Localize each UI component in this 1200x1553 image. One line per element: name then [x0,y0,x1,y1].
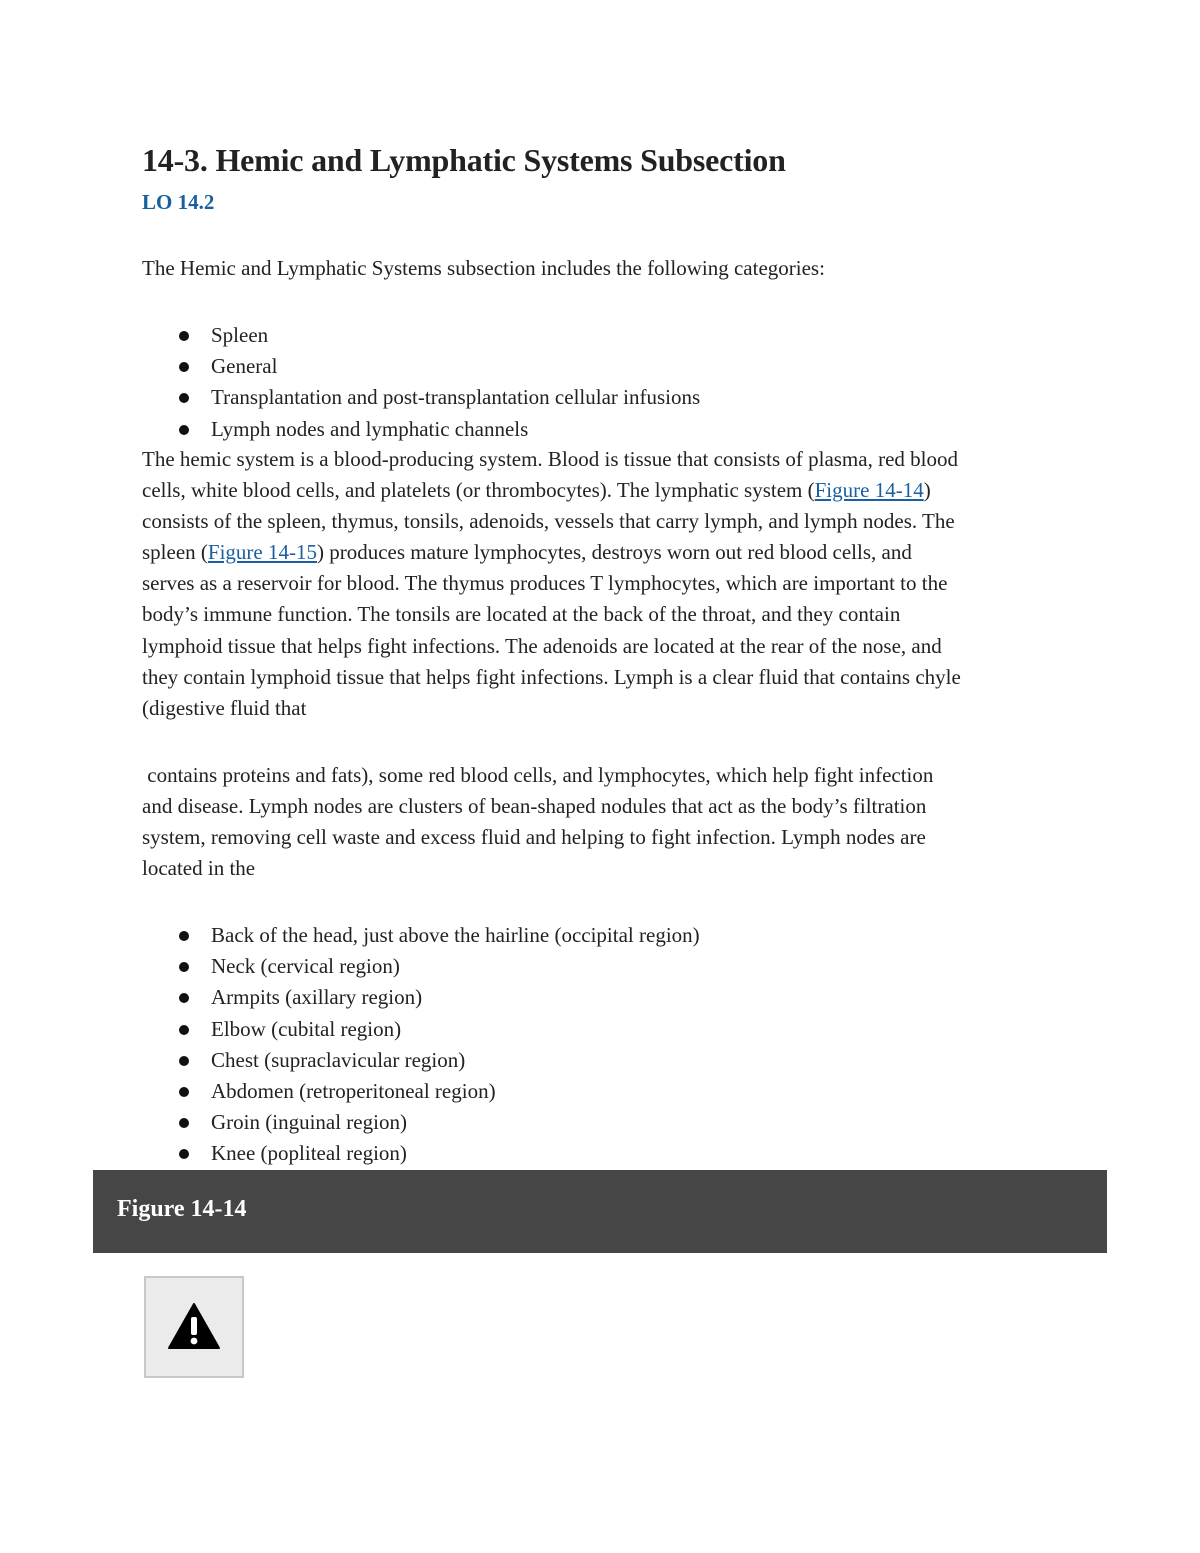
paragraph-line: body’s immune function. The tonsils are located at the back of the throat, and they contain [142,602,901,627]
list-item: Neck (cervical region) [0,951,700,982]
categories-list [0,320,700,445]
warning-icon [167,1302,221,1350]
lymph-nodes-paragraph [142,760,1072,884]
bullet-icon [179,331,189,341]
bullet-icon [179,425,189,435]
learning-objective: LO 14.2 [142,190,215,214]
list-item: Abdomen (retroperitoneal region) [0,1076,700,1107]
paragraph-line: they contain lymphoid tissue that helps fight infections. Lymph is a clear fluid that contains chyle [142,664,961,689]
bullet-icon [179,362,189,372]
paragraph-line: The hemic system is a blood-producing system. Blood is tissue that consists of plasma, red blood [142,447,958,471]
bullet-icon [179,1056,189,1066]
bullet-icon [179,1149,189,1159]
figure-14-15-link[interactable]: Figure 14-15 [207,540,317,565]
paragraph-line: located in the [142,856,256,881]
list-item: Groin (inguinal region) [0,1107,700,1138]
figure-14-14-link[interactable]: Figure 14-14 [814,478,924,503]
bullet-icon [179,1087,189,1097]
bullet-icon [179,962,189,972]
list-item: Back of the head, just above the hairline (occipital region) [0,920,700,951]
section-title: 14-3. Hemic and Lymphatic Systems Subsection [142,142,786,178]
paragraph-line: spleen (Figure 14-15) produces mature lymphocytes, destroys worn out red blood cells, and [142,540,912,565]
bullet-icon [179,393,189,403]
list-item: Elbow (cubital region) [0,1014,700,1045]
lymph-node-locations-list [0,920,700,1170]
paragraph-line: consists of the spleen, thymus, tonsils, adenoids, vessels that carry lymph, and lymph nodes. The [142,509,955,534]
list-item: Transplantation and post-transplantation cellular infusions [0,382,700,413]
paragraph-line: cells, white blood cells, and platelets (or thrombocytes). The lymphatic system (Figure 14-14) [142,478,931,503]
bullet-icon [179,1118,189,1128]
paragraph-line: (digestive fluid that [142,695,307,720]
bullet-icon [179,931,189,941]
paragraph-line: lymphoid tissue that helps fight infections. The adenoids are located at the rear of the nose, and [142,633,942,658]
list-item: Armpits (axillary region) [0,982,700,1013]
paragraph-line: system, removing cell waste and excess fluid and helping to fight infection. Lymph nodes are [142,825,926,850]
figure-header-bar [93,1170,1107,1253]
list-item: Lymph nodes and lymphatic channels [0,414,700,445]
list-item: General [0,351,700,382]
hemic-system-paragraph [142,444,1072,724]
figure-label: Figure 14-14 [117,1196,247,1222]
list-item: Spleen [0,320,700,351]
broken-image-placeholder[interactable] [144,1276,244,1378]
bullet-icon [179,993,189,1003]
list-item: Knee (popliteal region) [0,1138,700,1169]
bullet-icon [179,1025,189,1035]
paragraph-line: and disease. Lymph nodes are clusters of bean-shaped nodules that act as the body’s filtration [142,794,927,819]
list-item: Chest (supraclavicular region) [0,1045,700,1076]
paragraph-line: serves as a reservoir for blood. The thymus produces T lymphocytes, which are important to the [142,571,948,596]
paragraph-line: contains proteins and fats), some red blood cells, and lymphocytes, which help fight infection [142,763,934,787]
intro-text: The Hemic and Lymphatic Systems subsection includes the following categories: [142,256,825,280]
